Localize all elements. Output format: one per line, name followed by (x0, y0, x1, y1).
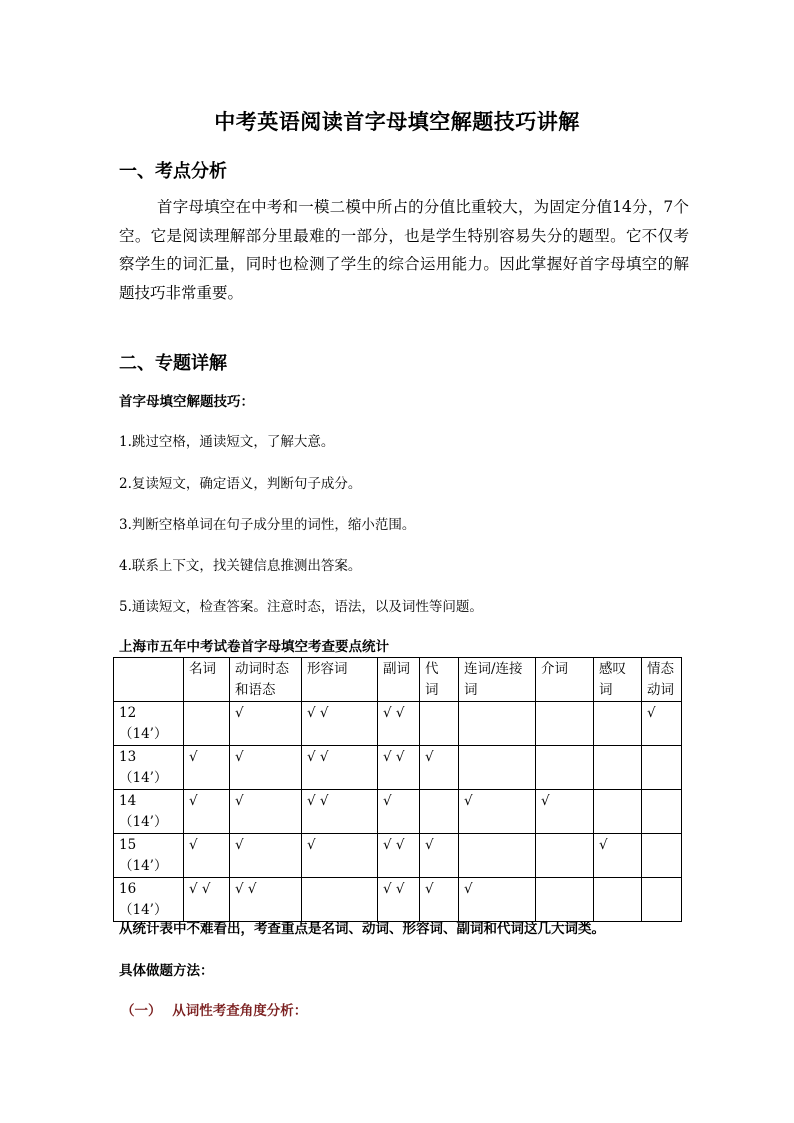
table-cell (420, 790, 459, 834)
table-cell: √ (184, 790, 230, 834)
table-cell: √ (420, 834, 459, 878)
header-cell-pronoun: 代 词 (420, 658, 459, 702)
table-cell: √ (594, 834, 642, 878)
section-heading-2: 二、专题详解 (119, 353, 227, 374)
table-cell: √ √ (378, 702, 420, 746)
section-heading-1: 一、考点分析 (119, 161, 227, 182)
table-cell: √ √ (378, 746, 420, 790)
table-cell: √ (420, 878, 459, 922)
statistics-table (113, 657, 682, 922)
sub-heading-text: 从词性考查角度分析： (172, 1003, 308, 1019)
header-cell-noun: 名词 (184, 658, 230, 702)
table-cell (536, 702, 594, 746)
table-cell: √ (230, 702, 302, 746)
table-cell (594, 702, 642, 746)
table-cell: √ (459, 878, 536, 922)
row-label: 12 （14’） (114, 702, 184, 746)
table-cell (536, 746, 594, 790)
page-title: 中考英语阅读首字母填空解题技巧讲解 (214, 109, 580, 134)
table-cell (642, 834, 682, 878)
table-cell: √ (420, 746, 459, 790)
table-row (114, 834, 682, 878)
header-cell-adjective: 形容词 (302, 658, 378, 702)
table-cell: √ √ (230, 878, 302, 922)
table-cell: √ (230, 834, 302, 878)
analysis-paragraph: 首字母填空在中考和一模二模中所占的分值比重较大，为固定分值14分，7个空。它是阅读理解部分里最难的一部分，也是学生特别容易失分的题型。它不仅考察学生的词汇量，同时也检测了学生的综合运用能力。因此掌握好首字母填空的解题技巧非常重要。 (119, 198, 689, 302)
table-cell (459, 834, 536, 878)
table-cell (536, 834, 594, 878)
header-cell-empty (114, 658, 184, 702)
tips-title: 首字母填空解题技巧： (119, 394, 254, 410)
table-cell (594, 746, 642, 790)
table-cell: √ √ (378, 834, 420, 878)
table-cell: √ √ (302, 746, 378, 790)
table-cell (594, 790, 642, 834)
table-cell: √ √ (184, 878, 230, 922)
row-label: 16 （14’） (114, 878, 184, 922)
table-cell (420, 702, 459, 746)
header-cell-verb: 动词时态 和语态 (230, 658, 302, 702)
table-cell: √ (302, 834, 378, 878)
header-cell-modal: 情态 动词 (642, 658, 682, 702)
method-title: 具体做题方法： (119, 963, 214, 979)
table-cell: √ (642, 702, 682, 746)
table-cell: √ √ (302, 790, 378, 834)
table-cell: √ √ (302, 702, 378, 746)
tip-item-2: 2.复读短文，确定语义，判断句子成分。 (119, 476, 362, 492)
table-cell (594, 878, 642, 922)
tip-item-3: 3.判断空格单词在句子成分里的词性，缩小范围。 (119, 517, 416, 533)
table-cell: √ (184, 746, 230, 790)
tip-item-1: 1.跳过空格，通读短文，了解大意。 (119, 434, 335, 450)
table-row (114, 746, 682, 790)
table-cell (302, 878, 378, 922)
header-cell-preposition: 介词 (536, 658, 594, 702)
conclusion-text: 从统计表中不难看出，考查重点是名词、动词、形容词、副词和代词这几大词类。 (119, 921, 605, 937)
table-cell: √ (230, 790, 302, 834)
table-row (114, 878, 682, 922)
table-header-row (114, 658, 682, 702)
row-label: 14 （14’） (114, 790, 184, 834)
row-label: 13 （14’） (114, 746, 184, 790)
table-cell: √ (230, 746, 302, 790)
tip-item-5: 5.通读短文，检查答案。注意时态，语法，以及词性等问题。 (119, 599, 483, 615)
table-cell: √ √ (378, 878, 420, 922)
sub-heading (121, 999, 307, 1019)
table-cell: √ (378, 790, 420, 834)
table-cell (642, 878, 682, 922)
table-cell (459, 746, 536, 790)
table-cell (536, 878, 594, 922)
table-cell: √ (459, 790, 536, 834)
table-cell (642, 746, 682, 790)
sub-heading-number: （一） (121, 1003, 162, 1019)
table-cell (184, 702, 230, 746)
row-label: 15 （14’） (114, 834, 184, 878)
table-row (114, 790, 682, 834)
table-cell: √ (184, 834, 230, 878)
table-cell: √ (536, 790, 594, 834)
table-caption: 上海市五年中考试卷首字母填空考查要点统计 (119, 639, 389, 655)
table-row (114, 702, 682, 746)
header-cell-adverb: 副词 (378, 658, 420, 702)
header-cell-interjection: 感叹 词 (594, 658, 642, 702)
tip-item-4: 4.联系上下文，找关键信息推测出答案。 (119, 558, 362, 574)
header-cell-conjunction: 连词/连接 词 (459, 658, 536, 702)
table-cell (642, 790, 682, 834)
table-cell (459, 702, 536, 746)
